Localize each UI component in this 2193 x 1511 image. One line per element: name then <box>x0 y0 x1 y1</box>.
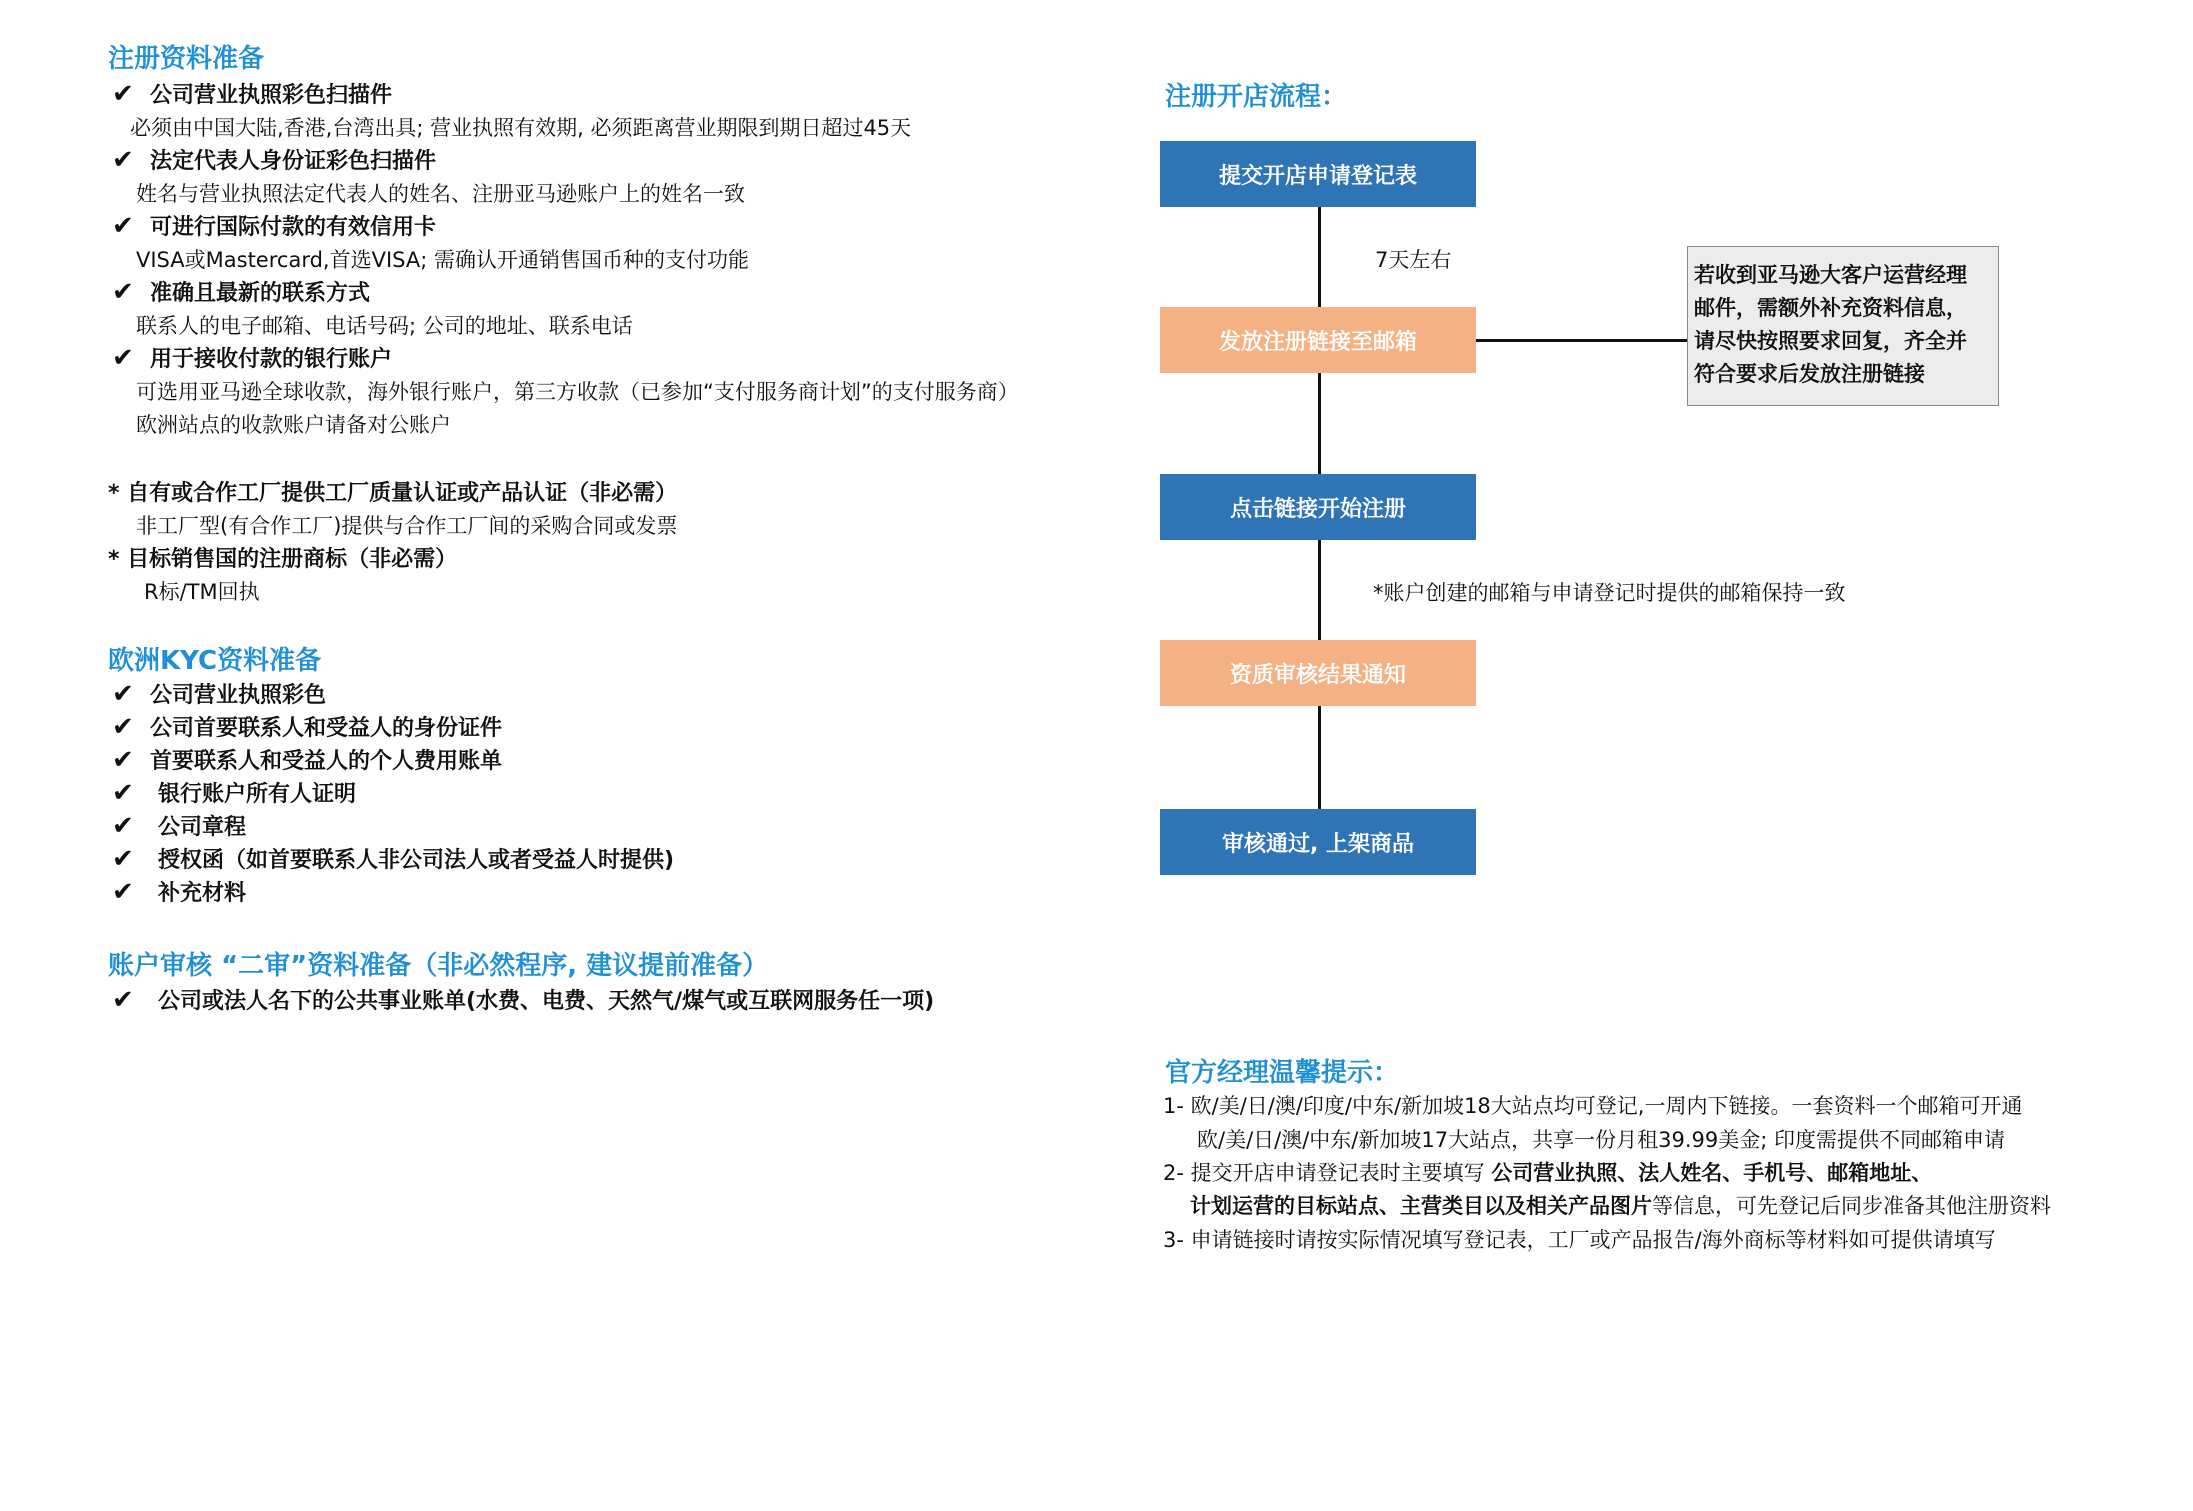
tip-item: 计划运营的目标站点、主营类目以及相关产品图片等信息，可先登记后同步准备其他注册资料 <box>1190 1194 2051 1218</box>
section2-title: 欧洲KYC资料准备 <box>108 646 322 676</box>
kyc-item: ✔ 授权函（如首要联系人非公司法人或者受益人时提供) <box>112 843 675 874</box>
checkmark-icon: ✔ <box>112 744 134 775</box>
checkmark-icon: ✔ <box>112 210 134 241</box>
kyc-item: ✔ 银行账户所有人证明 <box>112 777 357 808</box>
tip-item: 欧/美/日/澳/中东/新加坡17大站点，共享一份月租39.99美金; 印度需提供不同邮箱申请 <box>1197 1128 2005 1152</box>
checkmark-icon: ✔ <box>112 984 134 1015</box>
flow-connector <box>1318 706 1321 809</box>
kyc-item: ✔ 补充材料 <box>112 876 247 907</box>
checkmark-icon: ✔ <box>112 777 134 808</box>
optional-item-desc: R标/TM回执 <box>144 580 260 604</box>
tips-title: 官方经理温馨提示： <box>1165 1058 1400 1088</box>
checkmark-icon: ✔ <box>112 810 134 841</box>
section1-item-desc: 联系人的电子邮箱、电话号码; 公司的地址、联系电话 <box>136 314 633 338</box>
kyc-item: ✔ 公司营业执照彩色 <box>112 678 327 709</box>
optional-item: * 自有或合作工厂提供工厂质量认证或产品认证（非必需） <box>108 481 678 506</box>
optional-item-desc: 非工厂型(有合作工厂)提供与合作工厂间的采购合同或发票 <box>136 514 678 538</box>
section1-item: ✔ 用于接收付款的银行账户 <box>112 342 393 373</box>
kyc-item: ✔ 首要联系人和受益人的个人费用账单 <box>112 744 503 775</box>
tip-item: 2- 提交开店申请登记表时主要填写 公司营业执照、法人姓名、手机号、邮箱地址、 <box>1163 1161 1933 1185</box>
section1-item-desc: 姓名与营业执照法定代表人的姓名、注册亚马逊账户上的姓名一致 <box>136 182 745 206</box>
flow-connector <box>1318 373 1321 474</box>
side-note-connector <box>1476 339 1687 342</box>
section1-item-desc: VISA或Mastercard,首选VISA; 需确认开通销售国币种的支付功能 <box>136 248 749 272</box>
flow-step-send-link: 发放注册链接至邮箱 <box>1160 307 1476 373</box>
checkmark-icon: ✔ <box>112 876 134 907</box>
side-note-box: 若收到亚马逊大客户运营经理 邮件，需额外补充资料信息， 请尽快按照要求回复，齐全并 符合要求后发放注册链接 <box>1687 246 1999 406</box>
section1-item: ✔ 可进行国际付款的有效信用卡 <box>112 210 437 241</box>
checkmark-icon: ✔ <box>112 843 134 874</box>
flow-step-submit: 提交开店申请登记表 <box>1160 141 1476 207</box>
section1-item-desc: 可选用亚马逊全球收款，海外银行账户，第三方收款（已参加“支付服务商计划”的支付服务商） <box>136 380 1019 404</box>
checkmark-icon: ✔ <box>112 342 134 373</box>
section1-title: 注册资料准备 <box>108 44 265 74</box>
section1-item-desc: 欧洲站点的收款账户请备对公账户 <box>136 413 451 437</box>
tip-item: 1- 欧/美/日/澳/印度/中东/新加坡18大站点均可登记,一周内下链接。一套资料一个邮箱可开通 <box>1163 1094 2023 1118</box>
review-item: ✔ 公司或法人名下的公共事业账单(水费、电费、天然气/煤气或互联网服务任一项) <box>112 984 935 1015</box>
section1-item: ✔ 法定代表人身份证彩色扫描件 <box>112 144 437 175</box>
section1-item-desc: 必须由中国大陆,香港,台湾出具; 营业执照有效期, 必须距离营业期限到期日超过45天 <box>130 116 912 140</box>
checkmark-icon: ✔ <box>112 678 134 709</box>
flow-step-register: 点击链接开始注册 <box>1160 474 1476 540</box>
kyc-item: ✔ 公司章程 <box>112 810 247 841</box>
duration-label: 7天左右 <box>1375 248 1452 272</box>
tip-item: 3- 申请链接时请按实际情况填写登记表，工厂或产品报告/海外商标等材料如可提供请填写 <box>1163 1228 1996 1252</box>
section1-item: ✔ 准确且最新的联系方式 <box>112 276 371 307</box>
kyc-item: ✔ 公司首要联系人和受益人的身份证件 <box>112 711 503 742</box>
checkmark-icon: ✔ <box>112 711 134 742</box>
flow-connector <box>1318 207 1321 307</box>
optional-item: * 目标销售国的注册商标（非必需） <box>108 547 458 572</box>
flow-step-approved: 审核通过, 上架商品 <box>1160 809 1476 875</box>
flow-connector <box>1318 540 1321 640</box>
email-note: *账户创建的邮箱与申请登记时提供的邮箱保持一致 <box>1373 581 1846 605</box>
section3-title: 账户审核 “二审”资料准备（非必然程序, 建议提前准备） <box>108 951 769 981</box>
checkmark-icon: ✔ <box>112 78 134 109</box>
checkmark-icon: ✔ <box>112 276 134 307</box>
flow-title: 注册开店流程： <box>1165 82 1348 112</box>
flow-step-review-notice: 资质审核结果通知 <box>1160 640 1476 706</box>
checkmark-icon: ✔ <box>112 144 134 175</box>
section1-item: ✔ 公司营业执照彩色扫描件 <box>112 78 393 109</box>
